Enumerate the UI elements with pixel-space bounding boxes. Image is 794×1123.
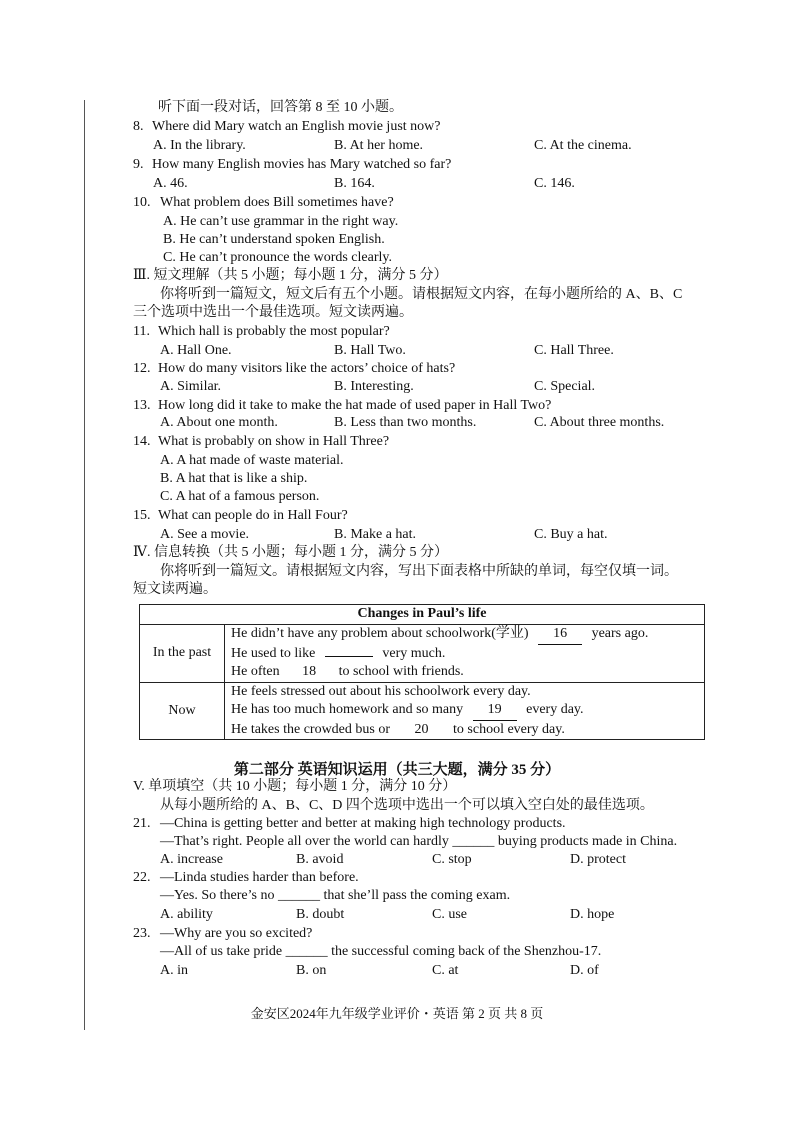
option: B. He can’t understand spoken English. bbox=[163, 232, 385, 247]
option: B. Less than two months. bbox=[334, 415, 477, 430]
section-instruction: 你将听到一篇短文。请根据短文内容，写出下面表格中所缺的单词，每空仅填一词。 bbox=[160, 564, 678, 579]
answer-blank: 16 bbox=[538, 625, 582, 645]
line-text: every day. bbox=[526, 702, 584, 717]
option: C. Special. bbox=[534, 379, 596, 394]
option: A. About one month. bbox=[160, 415, 278, 430]
option: C. He can’t pronounce the words clearly. bbox=[163, 250, 392, 265]
line-text: He didn’t have any problem about schoolwork(学业) bbox=[231, 626, 529, 641]
line-text: He used to like bbox=[231, 645, 316, 661]
option: B. avoid bbox=[296, 852, 344, 867]
question-number: 22. bbox=[133, 870, 151, 885]
table-line bbox=[231, 663, 698, 682]
question-text: —Why are you so excited? bbox=[160, 926, 313, 941]
option: C. About three months. bbox=[534, 415, 665, 430]
option: A. ability bbox=[160, 907, 213, 922]
option: C. stop bbox=[432, 852, 472, 867]
option: A. A hat made of waste material. bbox=[160, 453, 344, 468]
section-intro: 听下面一段对话，回答第 8 至 10 小题。 bbox=[158, 100, 403, 115]
option: B. At her home. bbox=[334, 138, 424, 153]
line-text: years ago. bbox=[591, 626, 649, 641]
table-line bbox=[231, 721, 698, 740]
section-instruction: 从每小题所给的 A、B、C、D 四个选项中选出一个可以填入空白处的最佳选项。 bbox=[160, 798, 654, 813]
option: B. Make a hat. bbox=[334, 527, 417, 542]
question-number: 12. bbox=[133, 361, 151, 376]
question-text: Where did Mary watch an English movie just now? bbox=[152, 119, 441, 134]
question-text: —China is getting better and better at making high technology products. bbox=[160, 816, 566, 831]
option: C. At the cinema. bbox=[534, 138, 632, 153]
question-text: How do many visitors like the actors’ choice of hats? bbox=[158, 361, 456, 376]
option: B. 164. bbox=[334, 176, 375, 191]
option: C. Hall Three. bbox=[534, 343, 614, 358]
question-text: How many English movies has Mary watched so far? bbox=[152, 157, 452, 172]
option: A. increase bbox=[160, 852, 223, 867]
answer-blank: 20 bbox=[414, 721, 429, 737]
option: C. A hat of a famous person. bbox=[160, 489, 320, 504]
section-title: Ⅳ. 信息转换（共 5 小题；每小题 1 分，满分 5 分） bbox=[133, 545, 448, 560]
question-text: —Linda studies harder than before. bbox=[160, 870, 359, 885]
past-cell bbox=[225, 625, 705, 683]
line-text: to school every day. bbox=[453, 721, 565, 737]
line-text: He often bbox=[231, 664, 280, 679]
question-number: 9. bbox=[133, 157, 144, 172]
table-line bbox=[231, 625, 698, 645]
option: A. Hall One. bbox=[160, 343, 232, 358]
question-text: —That’s right. People all over the world can hardly ______ buying products made in China. bbox=[160, 834, 678, 849]
question-number: 8. bbox=[133, 119, 144, 134]
question-number: 21. bbox=[133, 816, 151, 831]
line-text: He takes the crowded bus or bbox=[231, 721, 391, 737]
option: B. A hat that is like a ship. bbox=[160, 471, 308, 486]
question-number: 23. bbox=[133, 926, 151, 941]
option: A. He can’t use grammar in the right way. bbox=[163, 214, 399, 229]
part-title: 第二部分 英语知识运用（共三大题，满分 35 分） bbox=[233, 762, 561, 778]
table-line bbox=[231, 701, 698, 721]
page-footer: 金安区2024年九年级学业评价・英语 第 2 页 共 8 页 bbox=[250, 1006, 544, 1021]
row-label-past: In the past bbox=[140, 625, 225, 683]
changes-table bbox=[139, 604, 705, 740]
option: C. at bbox=[432, 963, 459, 978]
line-text: to school with friends. bbox=[338, 664, 464, 679]
row-label-now: Now bbox=[140, 682, 225, 740]
question-text: —All of us take pride ______ the successful coming back of the Shenzhou-17. bbox=[160, 944, 602, 959]
section-instruction: 短文读两遍。 bbox=[133, 582, 217, 597]
question-text: What can people do in Hall Four? bbox=[158, 508, 348, 523]
table-line bbox=[231, 645, 698, 664]
option: D. hope bbox=[570, 907, 615, 922]
line-text: He feels stressed out about his schoolwork every day. bbox=[231, 683, 531, 699]
section-title: Ⅲ. 短文理解（共 5 小题；每小题 1 分，满分 5 分） bbox=[133, 268, 448, 283]
question-number: 11. bbox=[133, 324, 150, 339]
option: C. 146. bbox=[534, 176, 575, 191]
line-text: very much. bbox=[382, 645, 446, 661]
question-text: —Yes. So there’s no ______ that she’ll pass the coming exam. bbox=[160, 888, 511, 903]
question-text: Which hall is probably the most popular? bbox=[158, 324, 390, 339]
option: D. protect bbox=[570, 852, 626, 867]
option: B. doubt bbox=[296, 907, 345, 922]
option: A. See a movie. bbox=[160, 527, 250, 542]
option: C. use bbox=[432, 907, 467, 922]
option: A. 46. bbox=[153, 176, 188, 191]
now-cell bbox=[225, 682, 705, 740]
table-line bbox=[231, 683, 698, 702]
option: C. Buy a hat. bbox=[534, 527, 608, 542]
answer-blank bbox=[325, 656, 373, 657]
option: A. in bbox=[160, 963, 188, 978]
option: A. Similar. bbox=[160, 379, 222, 394]
question-number: 14. bbox=[133, 434, 151, 449]
question-text: How long did it take to make the hat made of used paper in Hall Two? bbox=[158, 398, 552, 413]
option: B. Hall Two. bbox=[334, 343, 406, 358]
margin-line bbox=[84, 100, 85, 1030]
question-text: What is probably on show in Hall Three? bbox=[158, 434, 390, 449]
option: B. on bbox=[296, 963, 327, 978]
section-instruction: 你将听到一篇短文，短文后有五个小题。请根据短文内容，在每小题所给的 A、B、C bbox=[160, 287, 683, 302]
option: B. Interesting. bbox=[334, 379, 414, 394]
answer-blank: 19 bbox=[473, 701, 517, 721]
section-title: V. 单项填空（共 10 小题；每小题 1 分，满分 10 分） bbox=[133, 779, 457, 794]
question-number: 13. bbox=[133, 398, 151, 413]
question-number: 10. bbox=[133, 195, 151, 210]
line-text: He has too much homework and so many bbox=[231, 702, 464, 717]
question-text: What problem does Bill sometimes have? bbox=[160, 195, 394, 210]
question-number: 15. bbox=[133, 508, 151, 523]
table-header: Changes in Paul’s life bbox=[140, 605, 705, 625]
section-instruction: 三个选项中选出一个最佳选项。短文读两遍。 bbox=[133, 305, 413, 320]
option: A. In the library. bbox=[153, 138, 246, 153]
option: D. of bbox=[570, 963, 599, 978]
answer-blank: 18 bbox=[302, 664, 317, 679]
